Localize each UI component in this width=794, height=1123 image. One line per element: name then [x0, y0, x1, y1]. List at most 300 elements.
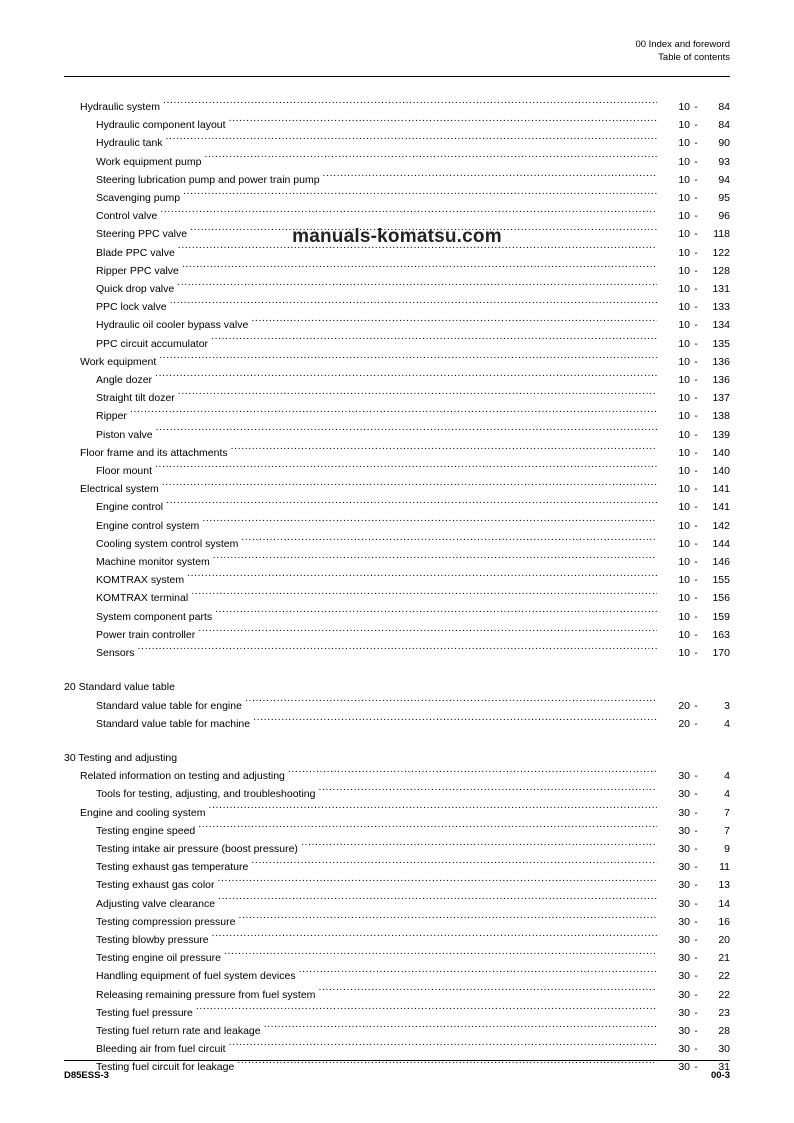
toc-entry-section: 30: [678, 861, 690, 874]
toc-entry-page: 134: [712, 319, 730, 332]
toc-entry-dash: -: [694, 647, 698, 660]
toc-entry-dash: -: [694, 1043, 698, 1056]
toc-entry-section: 10: [678, 392, 690, 405]
toc-entry-page: 155: [712, 574, 730, 587]
toc-leader-dots: [190, 225, 657, 237]
toc-entry-dash: -: [694, 933, 698, 946]
toc-entry-section: 10: [678, 246, 690, 259]
toc-entry[interactable]: [64, 785, 730, 803]
toc-leader-dots: [170, 298, 657, 310]
toc-leader-dots: [178, 244, 657, 256]
toc-entry-label: Testing fuel return rate and leakage: [96, 1024, 261, 1037]
toc-entry[interactable]: [64, 280, 730, 298]
toc-entry-page: 20: [718, 933, 730, 946]
toc-leader-dots: [163, 98, 657, 110]
toc-entry-section: 10: [678, 355, 690, 368]
toc-entry[interactable]: [64, 134, 730, 152]
toc-leader-dots: [212, 931, 657, 943]
toc-entry-section: 30: [678, 1024, 690, 1037]
toc-leader-dots: [162, 480, 657, 492]
toc-entry-page: 23: [718, 1006, 730, 1019]
toc-entry-page: 144: [712, 537, 730, 550]
toc-entry-section: 10: [678, 647, 690, 660]
toc-leader-dots: [323, 171, 657, 183]
toc-leader-dots: [251, 316, 657, 328]
toc-entry-dash: -: [694, 465, 698, 478]
toc-entry[interactable]: [64, 913, 730, 931]
toc-leader-dots: [301, 840, 657, 852]
toc-entry-page: 142: [712, 519, 730, 532]
toc-entry-section: 10: [678, 610, 690, 623]
toc-entry-label: Scavenging pump: [96, 192, 181, 205]
toc-entry-dash: -: [694, 610, 698, 623]
toc-entry[interactable]: [64, 426, 730, 444]
toc-entry-dash: -: [694, 556, 698, 569]
toc-entry-label: Engine control system: [96, 519, 200, 532]
toc-entry-label: Releasing remaining pressure from fuel system: [96, 988, 316, 1001]
toc-entry-dash: -: [694, 119, 698, 132]
toc-entry-label: Testing exhaust gas color: [96, 879, 215, 892]
toc-entry-page: 14: [718, 897, 730, 910]
toc-entry-section: 10: [678, 501, 690, 514]
toc-entry-dash: -: [694, 137, 698, 150]
toc-leader-dots: [229, 116, 657, 128]
toc-entry-section: 10: [678, 173, 690, 186]
toc-entry-dash: -: [694, 824, 698, 837]
toc-entry[interactable]: [64, 804, 730, 822]
toc-entry[interactable]: [64, 244, 730, 262]
toc-entry-dash: -: [694, 392, 698, 405]
toc-leader-dots: [211, 335, 657, 347]
toc-entry-label: Steering lubrication pump and power train pump: [96, 173, 320, 186]
toc-entry[interactable]: [64, 895, 730, 913]
toc-leader-dots: [166, 498, 657, 510]
toc-leader-dots: [288, 767, 657, 779]
toc-entry-section: 10: [678, 537, 690, 550]
toc-entry-dash: -: [694, 446, 698, 459]
toc-entry[interactable]: [64, 225, 730, 243]
toc-entry-page: 136: [712, 374, 730, 387]
toc-entry-section: 30: [678, 933, 690, 946]
toc-entry-section: 30: [678, 970, 690, 983]
toc-entry-section: 10: [678, 155, 690, 168]
toc-entry-section: 10: [678, 519, 690, 532]
toc-entry-section: 10: [678, 192, 690, 205]
toc-entry[interactable]: [64, 626, 730, 644]
toc-entry-section: 20: [678, 717, 690, 730]
toc-leader-dots: [159, 353, 657, 365]
toc-leader-dots: [183, 189, 657, 201]
table-of-contents: [64, 98, 730, 1077]
toc-entry[interactable]: [64, 462, 730, 480]
toc-entry-section: 30: [678, 806, 690, 819]
toc-entry-section: 30: [678, 824, 690, 837]
toc-entry-page: 11: [719, 861, 730, 874]
toc-entry-section: 10: [678, 465, 690, 478]
toc-entry-label: Work equipment: [80, 355, 157, 368]
toc-entry-dash: -: [694, 101, 698, 113]
toc-entry-page: 139: [712, 428, 730, 441]
toc-entry-page: 118: [713, 228, 730, 241]
toc-leader-dots: [245, 697, 657, 709]
page-header: [635, 38, 730, 64]
toc-entry-page: 93: [718, 155, 730, 168]
toc-leader-dots: [215, 608, 657, 620]
toc-entry[interactable]: [64, 876, 730, 894]
toc-entry-label: Testing engine speed: [96, 824, 196, 837]
toc-entry[interactable]: [64, 517, 730, 535]
toc-section-heading: 20 Standard value table: [64, 681, 175, 694]
toc-entry-section: 10: [678, 283, 690, 296]
toc-entry-page: 9: [724, 842, 730, 855]
toc-entry[interactable]: [64, 858, 730, 876]
toc-entry[interactable]: [64, 316, 730, 334]
toc-entry-dash: -: [694, 879, 698, 892]
toc-entry-label: Work equipment pump: [96, 155, 202, 168]
toc-entry-page: 84: [718, 101, 730, 113]
toc-entry-label: Piston valve: [96, 428, 153, 441]
toc-entry-section: 10: [678, 556, 690, 569]
toc-entry-label: KOMTRAX terminal: [96, 592, 189, 605]
toc-entry[interactable]: [64, 931, 730, 949]
toc-entry-section: 10: [678, 210, 690, 223]
toc-section-heading: 30 Testing and adjusting: [64, 751, 178, 764]
toc-entry-dash: -: [694, 246, 698, 259]
toc-entry-page: 16: [718, 915, 730, 928]
toc-entry-dash: -: [694, 192, 698, 205]
toc-entry-label: Testing fuel circuit for leakage: [96, 1061, 235, 1074]
toc-entry-dash: -: [694, 842, 698, 855]
toc-entry[interactable]: [64, 480, 730, 498]
toc-entry-section: 10: [678, 410, 690, 423]
toc-entry-dash: -: [694, 374, 698, 387]
toc-entry-section: 30: [678, 897, 690, 910]
toc-entry-dash: -: [694, 319, 698, 332]
toc-entry-label: Testing blowby pressure: [96, 933, 209, 946]
toc-entry[interactable]: [64, 444, 730, 462]
footer-page-number: 00-3: [710, 1070, 730, 1081]
toc-entry-section: 10: [678, 628, 690, 641]
toc-leader-dots: [166, 134, 657, 146]
toc-entry-page: 138: [712, 410, 730, 423]
footer-divider: [64, 1060, 730, 1061]
toc-entry-section: 30: [678, 915, 690, 928]
toc-entry[interactable]: [64, 298, 730, 316]
header-chapter: 00 Index and foreword: [635, 39, 730, 50]
toc-entry-dash: -: [694, 915, 698, 928]
toc-entry-section: 30: [678, 952, 690, 965]
toc-entry[interactable]: [64, 207, 730, 225]
toc-leader-dots: [178, 389, 657, 401]
toc-leader-dots: [241, 535, 657, 547]
toc-entry-section: 20: [678, 699, 690, 712]
toc-entry-label: Hydraulic system: [80, 101, 160, 113]
toc-entry[interactable]: [64, 608, 730, 626]
toc-entry-page: 131: [712, 283, 730, 296]
toc-entry-dash: -: [694, 770, 698, 783]
toc-entry-page: 137: [712, 392, 730, 405]
toc-entry-section: 10: [678, 428, 690, 441]
toc-entry-dash: -: [694, 228, 698, 241]
toc-entry-section: 10: [678, 337, 690, 350]
toc-entry-section: 10: [678, 483, 690, 496]
toc-leader-dots: [155, 462, 657, 474]
toc-entry-page: 90: [718, 137, 730, 150]
toc-entry-dash: -: [694, 264, 698, 277]
toc-leader-dots: [191, 589, 657, 601]
toc-entry-page: 146: [712, 556, 730, 569]
toc-entry-dash: -: [694, 337, 698, 350]
toc-leader-dots: [238, 913, 657, 925]
toc-entry-page: 31: [718, 1061, 730, 1074]
toc-entry-page: 3: [724, 699, 730, 712]
toc-entry[interactable]: [64, 697, 730, 715]
toc-leader-dots: [155, 371, 657, 383]
toc-entry-dash: -: [694, 788, 698, 801]
toc-entry-label: Control valve: [96, 210, 158, 223]
toc-entry-section: 30: [678, 842, 690, 855]
toc-entry-dash: -: [694, 301, 698, 314]
toc-entry-label: Sensors: [96, 647, 135, 660]
toc-entry-label: Cooling system control system: [96, 537, 239, 550]
toc-entry-page: 133: [712, 301, 730, 314]
toc-entry-page: 140: [712, 465, 730, 478]
toc-entry-dash: -: [694, 483, 698, 496]
toc-entry-page: 4: [724, 717, 730, 730]
toc-entry[interactable]: [64, 644, 730, 662]
toc-entry-label: Ripper: [96, 410, 127, 423]
toc-entry[interactable]: [64, 986, 730, 1004]
toc-entry-section: 10: [678, 374, 690, 387]
toc-leader-dots: [204, 153, 657, 165]
toc-entry[interactable]: [64, 840, 730, 858]
toc-entry-page: 156: [712, 592, 730, 605]
toc-entry-label: Power train controller: [96, 628, 196, 641]
toc-entry-dash: -: [694, 628, 698, 641]
page-footer: [64, 1070, 730, 1081]
toc-entry-section: 30: [678, 879, 690, 892]
toc-entry-label: Bleeding air from fuel circuit: [96, 1043, 226, 1056]
toc-entry-page: 13: [718, 879, 730, 892]
toc-entry-label: Hydraulic oil cooler bypass valve: [96, 319, 249, 332]
toc-entry[interactable]: [64, 553, 730, 571]
toc-leader-dots: [229, 1040, 657, 1052]
toc-leader-dots: [213, 553, 657, 565]
toc-entry-page: 141: [712, 483, 730, 496]
toc-entry-label: Blade PPC valve: [96, 246, 175, 259]
toc-leader-dots: [130, 407, 657, 419]
toc-entry-dash: -: [694, 717, 698, 730]
toc-leader-dots: [251, 858, 657, 870]
header-divider: [64, 76, 730, 77]
toc-entry-page: 163: [712, 628, 730, 641]
toc-entry-section: 10: [678, 119, 690, 132]
toc-entry[interactable]: [64, 389, 730, 407]
toc-entry-dash: -: [694, 574, 698, 587]
toc-entry-page: 21: [718, 952, 730, 965]
toc-entry-label: Quick drop valve: [96, 283, 175, 296]
toc-entry[interactable]: [64, 371, 730, 389]
toc-entry-dash: -: [694, 1006, 698, 1019]
toc-entry[interactable]: [64, 949, 730, 967]
toc-entry-section: 10: [678, 137, 690, 150]
toc-entry[interactable]: [64, 1022, 730, 1040]
toc-leader-dots: [177, 280, 657, 292]
toc-entry-section: 30: [678, 770, 690, 783]
toc-entry-dash: -: [694, 155, 698, 168]
toc-leader-dots: [160, 207, 657, 219]
toc-entry-section: 10: [678, 446, 690, 459]
toc-entry-label: PPC circuit accumulator: [96, 337, 209, 350]
toc-entry-dash: -: [694, 501, 698, 514]
toc-entry-dash: -: [694, 988, 698, 1001]
toc-entry-dash: -: [694, 428, 698, 441]
toc-leader-dots: [187, 571, 657, 583]
toc-leader-dots: [198, 626, 657, 638]
toc-entry-section: 10: [678, 319, 690, 332]
toc-leader-dots: [156, 426, 657, 438]
toc-entry-dash: -: [694, 173, 698, 186]
toc-entry-page: 22: [718, 988, 730, 1001]
toc-entry-page: 159: [712, 610, 730, 623]
toc-entry-dash: -: [694, 519, 698, 532]
toc-entry-section: 10: [678, 574, 690, 587]
toc-entry-page: 136: [712, 355, 730, 368]
header-subtitle: Table of contents: [658, 52, 730, 63]
toc-entry-page: 30: [718, 1043, 730, 1056]
toc-entry-dash: -: [694, 806, 698, 819]
toc-entry-page: 122: [712, 246, 730, 259]
toc-entry-label: Ripper PPC valve: [96, 264, 179, 277]
toc-leader-dots: [196, 1004, 657, 1016]
toc-entry-label: Testing intake air pressure (boost pressure): [96, 842, 298, 855]
toc-entry[interactable]: [64, 822, 730, 840]
toc-entry[interactable]: [64, 98, 730, 116]
toc-entry-label: KOMTRAX system: [96, 574, 185, 587]
toc-entry-label: Hydraulic component layout: [96, 119, 226, 132]
toc-entry-label: Standard value table for machine: [96, 717, 251, 730]
toc-entry[interactable]: [64, 335, 730, 353]
toc-entry[interactable]: [64, 967, 730, 985]
toc-entry[interactable]: [64, 589, 730, 607]
toc-leader-dots: [182, 262, 657, 274]
toc-entry-page: 4: [724, 770, 730, 783]
toc-entry-section: 10: [678, 228, 690, 241]
toc-leader-dots: [231, 444, 657, 456]
toc-entry[interactable]: [64, 1004, 730, 1022]
footer-model: D85ESS-3: [64, 1070, 109, 1081]
toc-entry[interactable]: [64, 1040, 730, 1058]
toc-leader-dots: [138, 644, 657, 656]
toc-entry-label: Standard value table for engine: [96, 699, 242, 712]
toc-entry[interactable]: [64, 116, 730, 134]
toc-entry[interactable]: [64, 535, 730, 553]
toc-entry-page: 128: [712, 264, 730, 277]
toc-leader-dots: [202, 517, 657, 529]
toc-entry-label: Adjusting valve clearance: [96, 897, 216, 910]
toc-entry-dash: -: [694, 283, 698, 296]
toc-leader-dots: [218, 895, 657, 907]
toc-entry-dash: -: [694, 355, 698, 368]
toc-entry-page: 96: [718, 210, 730, 223]
toc-entry-label: Testing compression pressure: [96, 915, 236, 928]
toc-entry-section: 30: [678, 988, 690, 1001]
toc-entry-label: Steering PPC valve: [96, 228, 188, 241]
toc-entry[interactable]: [64, 498, 730, 516]
toc-entry-label: Testing fuel pressure: [96, 1006, 193, 1019]
toc-entry-label: Engine control: [96, 501, 164, 514]
toc-entry[interactable]: [64, 571, 730, 589]
toc-entry-label: Hydraulic tank: [96, 137, 163, 150]
toc-entry-section: 10: [678, 264, 690, 277]
toc-entry-page: 135: [712, 337, 730, 350]
toc-entry-label: Testing engine oil pressure: [96, 952, 221, 965]
toc-entry[interactable]: [64, 189, 730, 207]
toc-leader-dots: [217, 876, 657, 888]
toc-entry[interactable]: [64, 153, 730, 171]
toc-entry-section: 10: [678, 101, 690, 113]
toc-entry-section: 10: [678, 301, 690, 314]
toc-entry-dash: -: [694, 1061, 698, 1074]
toc-entry[interactable]: [64, 715, 730, 733]
toc-leader-dots: [253, 715, 657, 727]
toc-entry-label: Electrical system: [80, 483, 159, 496]
toc-entry-label: Angle dozer: [96, 374, 153, 387]
toc-entry[interactable]: [64, 353, 730, 371]
toc-leader-dots: [264, 1022, 657, 1034]
toc-entry-label: System component parts: [96, 610, 213, 623]
toc-entry-page: 7: [724, 824, 730, 837]
toc-entry-label: Floor frame and its attachments: [80, 446, 228, 459]
toc-entry-dash: -: [694, 861, 698, 874]
toc-entry-dash: -: [694, 1024, 698, 1037]
toc-entry-page: 4: [724, 788, 730, 801]
toc-entry-label: Engine and cooling system: [80, 806, 206, 819]
toc-entry-section: 30: [678, 1061, 690, 1074]
toc-leader-dots: [299, 967, 657, 979]
toc-entry-dash: -: [694, 410, 698, 423]
toc-entry-dash: -: [694, 210, 698, 223]
toc-entry-page: 170: [712, 647, 730, 660]
toc-entry[interactable]: [64, 767, 730, 785]
toc-entry-page: 22: [718, 970, 730, 983]
toc-entry-dash: -: [694, 897, 698, 910]
toc-entry-label: Machine monitor system: [96, 556, 210, 569]
toc-entry-dash: -: [694, 537, 698, 550]
toc-entry-dash: -: [694, 699, 698, 712]
toc-leader-dots: [224, 949, 657, 961]
toc-entry-section: 30: [678, 788, 690, 801]
watermark-text: manuals-komatsu.com: [292, 226, 502, 247]
toc-entry[interactable]: [64, 407, 730, 425]
toc-entry-dash: -: [694, 592, 698, 605]
toc-entry-page: 94: [718, 173, 730, 186]
toc-entry-page: 28: [718, 1024, 730, 1037]
toc-entry-label: Related information on testing and adjusting: [80, 770, 285, 783]
toc-entry-page: 140: [712, 446, 730, 459]
toc-entry-label: PPC lock valve: [96, 301, 167, 314]
toc-entry-page: 84: [718, 119, 730, 132]
toc-entry-label: Straight tilt dozer: [96, 392, 175, 405]
toc-entry[interactable]: [64, 171, 730, 189]
toc-leader-dots: [318, 986, 657, 998]
toc-entry-page: 95: [718, 192, 730, 205]
toc-entry-label: Floor mount: [96, 465, 153, 478]
toc-entry-label: Handling equipment of fuel system devices: [96, 970, 296, 983]
toc-leader-dots: [318, 785, 657, 797]
toc-entry[interactable]: [64, 262, 730, 280]
toc-entry-dash: -: [694, 970, 698, 983]
